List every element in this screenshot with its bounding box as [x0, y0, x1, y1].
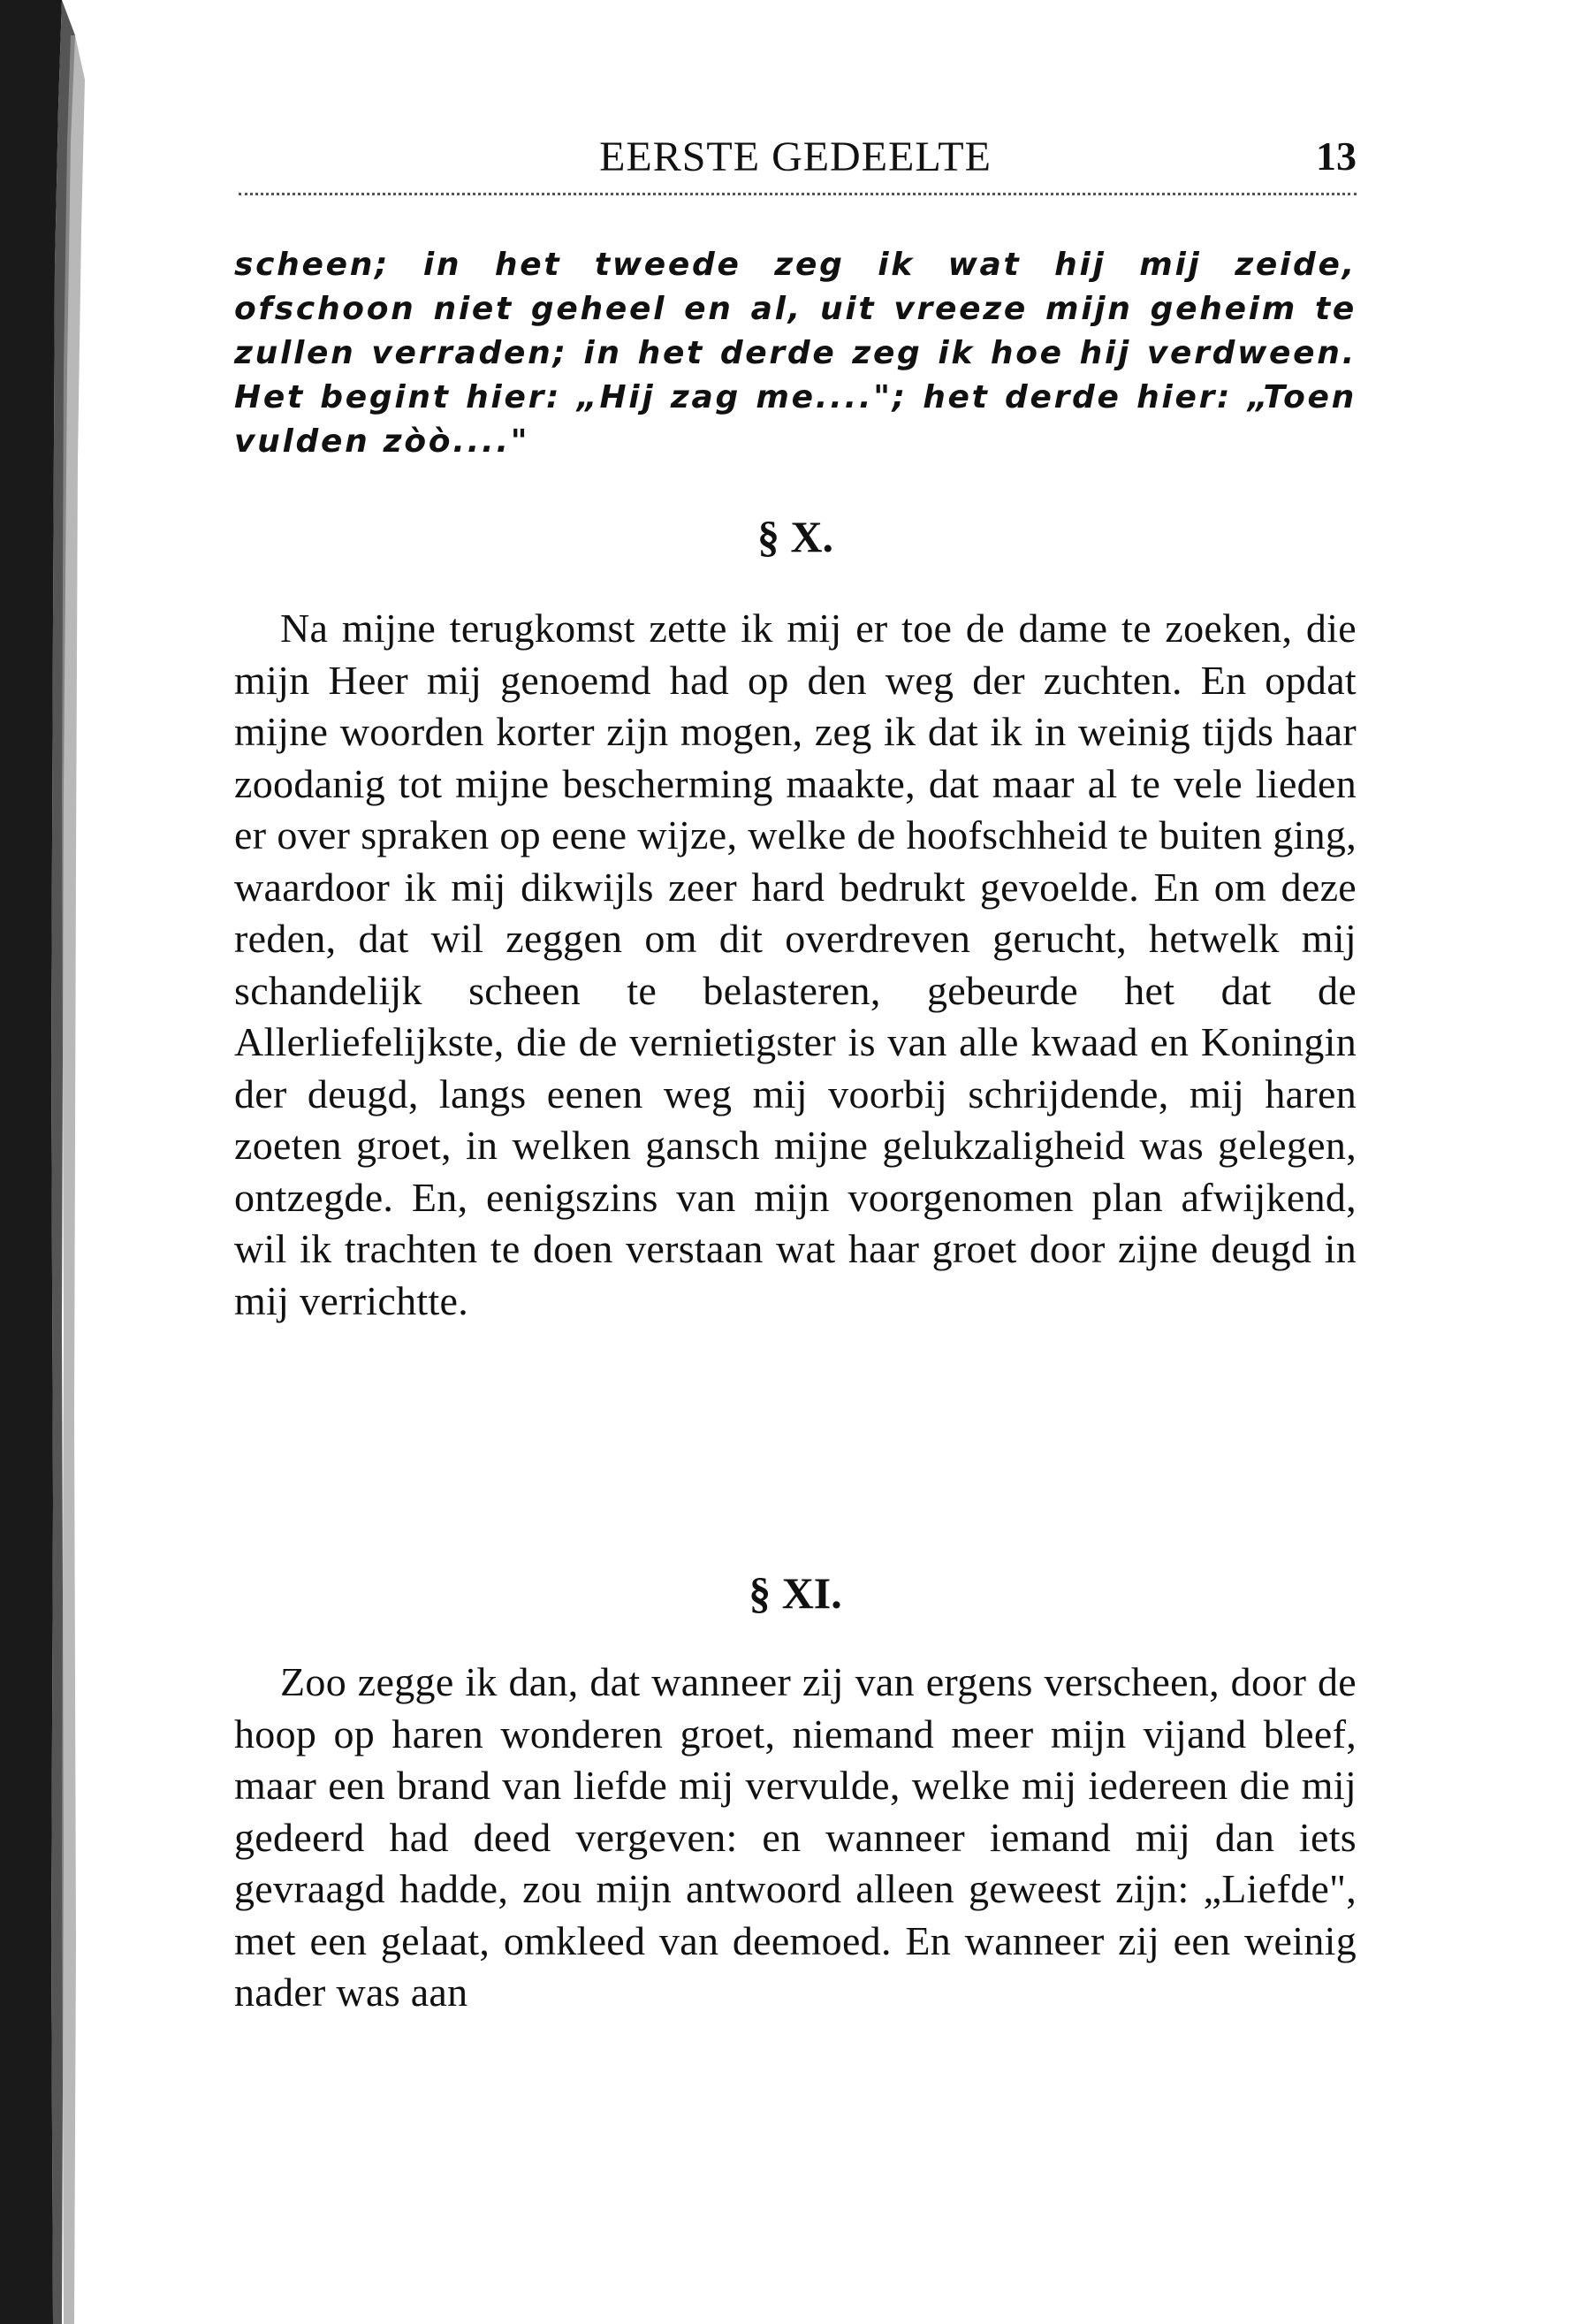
section-xi-paragraph: Zoo zegge ik dan, dat wanneer zij van ergens verscheen, door de hoop op haren wonderen groet, niemand meer mijn vijand bleef, maar een brand van liefde mij vervulde, welke mij iedereen die mij gedeerd had deed vergeven: en wanneer iemand mij dan iets gevraagd hadde, zou mijn antwoord alleen geweest zijn: „Liefde", met een gelaat, omkleed van deemoed. En wanneer zij een weinig nader was aan [234, 1659, 1357, 2015]
section-heading-x: § X. [756, 512, 834, 561]
header-rule [239, 193, 1357, 195]
running-title: EERSTE GEDEELTE [599, 133, 992, 180]
section-x-paragraph: Na mijne terugkomst zette ik mij er toe de dame te zoeken, die mijn Heer mij genoemd had op den weg der zuchten. En opdat mijne woorden korter zijn mogen, zeg ik dat ik in weinig tijds haar zoodanig tot mijne bescherming maakte, dat maar al te vele lieden er over spraken op eene wijze, welke de hoofschheid te buiten ging, waardoor ik mij dikwijls zeer hard bedrukt gevoelde. En om deze reden, dat wil zeggen om dit overdreven gerucht, hetwelk mij schandelijk scheen te belasteren, gebeurde het dat de Allerliefelijkste, die de vernietigster is van alle kwaad en Koningin der deugd, langs eenen weg mij voorbij schrijdende, mij haren zoeten groet, in welken gansch mijne gelukzaligheid was gelegen, ontzegde. En, eenigszins van mijn voorgenomen plan afwijkend, wil ik trachten te doen verstaan wat haar groet door zijne deugd in mij verrichtte. [234, 606, 1357, 1323]
page-header [234, 133, 1357, 186]
binding-shadow [0, 0, 115, 2324]
section-heading-xi: § XI. [749, 1568, 842, 1618]
page-number: 13 [1316, 133, 1357, 179]
footnote-text: scheen; in het tweede zeg ik wat hij mij zeide, ofschoon niet geheel en al, uit vreeze mijn geheim te zullen verraden; in het derde zeg ik hoe hij verdween. Het begint hier: „Hij zag me...."; het derde hier: „Toen vulden zòò...." [234, 247, 1357, 460]
